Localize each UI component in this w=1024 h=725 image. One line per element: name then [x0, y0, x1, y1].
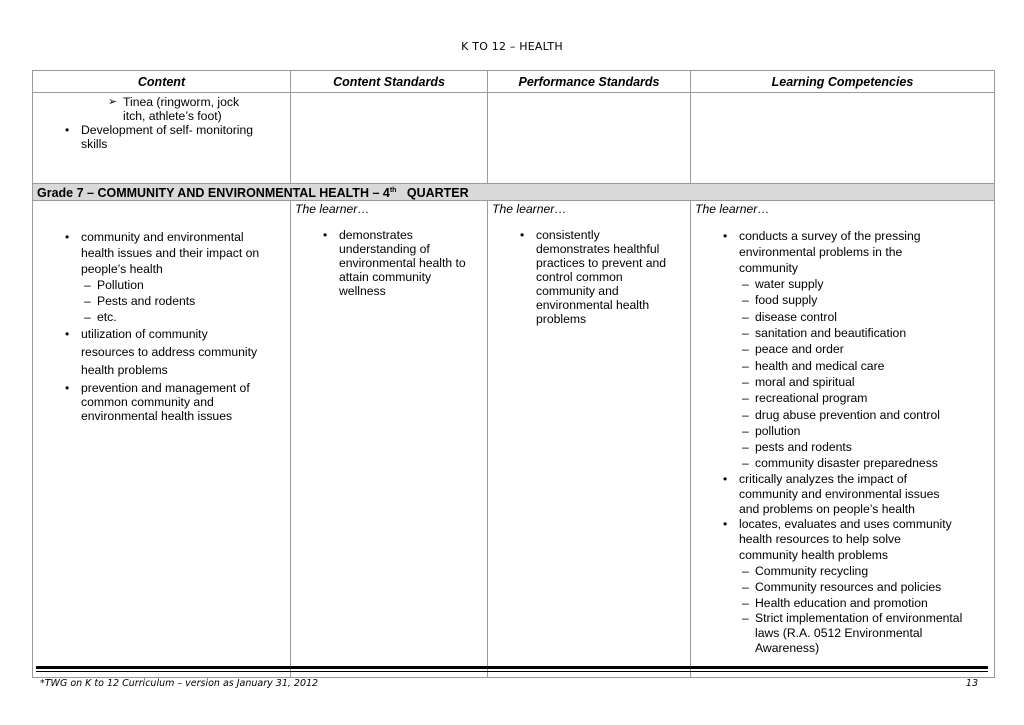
- list-item: – pests and rodents: [695, 439, 990, 455]
- carry-over-content-cell: [33, 93, 291, 184]
- learner-label: The learner…: [492, 202, 567, 217]
- list-item: – pollution: [695, 423, 990, 439]
- curriculum-table: [32, 70, 995, 678]
- page-number: 13: [965, 678, 978, 689]
- list-item: – Pollution: [37, 277, 286, 293]
- list-item: – sanitation and beautification: [695, 325, 990, 341]
- list-item: – disease control: [695, 309, 990, 325]
- list-item: – etc.: [37, 309, 286, 325]
- carry-over-empty-cell: [291, 93, 488, 184]
- performance-standards-cell: [488, 201, 691, 678]
- column-header-content-standards: Content Standards: [291, 71, 488, 93]
- content-standards-cell: [291, 201, 488, 678]
- list-item: – Health education and promotion: [695, 595, 990, 611]
- list-item: – health and medical care: [695, 358, 990, 374]
- list-item: • community and environmental health issues and their impact on people’s health: [37, 229, 286, 277]
- list-item: – Community recycling: [695, 563, 990, 579]
- footer-note: *TWG on K to 12 Curriculum – version as January 31, 2012: [40, 678, 319, 689]
- grade-section-row: [33, 184, 995, 201]
- list-item: • prevention and management of common community and environmental health issues: [37, 381, 286, 423]
- list-item: – peace and order: [695, 341, 990, 357]
- list-item: – food supply: [695, 292, 990, 308]
- carry-over-empty-cell: [691, 93, 995, 184]
- list-item: – moral and spiritual: [695, 374, 990, 390]
- column-header-learning-competencies: Learning Competencies: [691, 71, 995, 93]
- table-header-row: [33, 71, 995, 93]
- carry-over-row: [33, 93, 995, 184]
- column-header-performance-standards: Performance Standards: [488, 71, 691, 93]
- column-header-content: Content: [33, 71, 291, 93]
- footer-divider: [36, 666, 988, 669]
- learner-label: The learner…: [695, 202, 770, 217]
- list-item: • consistently demonstrates healthful practices to prevent and control common community and environmental health problems: [492, 228, 686, 326]
- list-item: – water supply: [695, 276, 990, 292]
- list-item: • utilization of community resources to address community health problems: [37, 325, 286, 379]
- table-row: [33, 201, 995, 678]
- list-item: • locates, evaluates and uses community health resources to help solve community health problems: [695, 517, 990, 564]
- list-item: – Community resources and policies: [695, 579, 990, 595]
- list-item: – Pests and rodents: [37, 293, 286, 309]
- grade-section-heading: Grade 7 – COMMUNITY AND ENVIRONMENTAL HEALTH – 4th QUARTER: [33, 184, 995, 201]
- content-cell: [33, 201, 291, 678]
- list-item: • conducts a survey of the pressing environmental problems in the community: [695, 228, 990, 276]
- list-item: ➢ Tinea (ringworm, jock itch, athlete’s foot): [37, 95, 286, 123]
- page-title: K TO 12 – HEALTH: [461, 40, 563, 53]
- list-item: • Development of self- monitoring skills: [37, 123, 286, 151]
- list-item: – Strict implementation of environmental laws (R.A. 0512 Environmental Awareness): [695, 611, 990, 656]
- list-item: – recreational program: [695, 390, 990, 406]
- list-item: • demonstrates understanding of environmental health to attain community wellness: [295, 228, 483, 298]
- learning-competencies-cell: [691, 201, 995, 678]
- learner-label: The learner…: [295, 202, 370, 217]
- carry-over-empty-cell: [488, 93, 691, 184]
- list-item: – drug abuse prevention and control: [695, 407, 990, 423]
- list-item: • critically analyzes the impact of community and environmental issues and problems on people’s health: [695, 472, 990, 517]
- footer-divider-thin: [36, 671, 988, 672]
- list-item: – community disaster preparedness: [695, 455, 990, 471]
